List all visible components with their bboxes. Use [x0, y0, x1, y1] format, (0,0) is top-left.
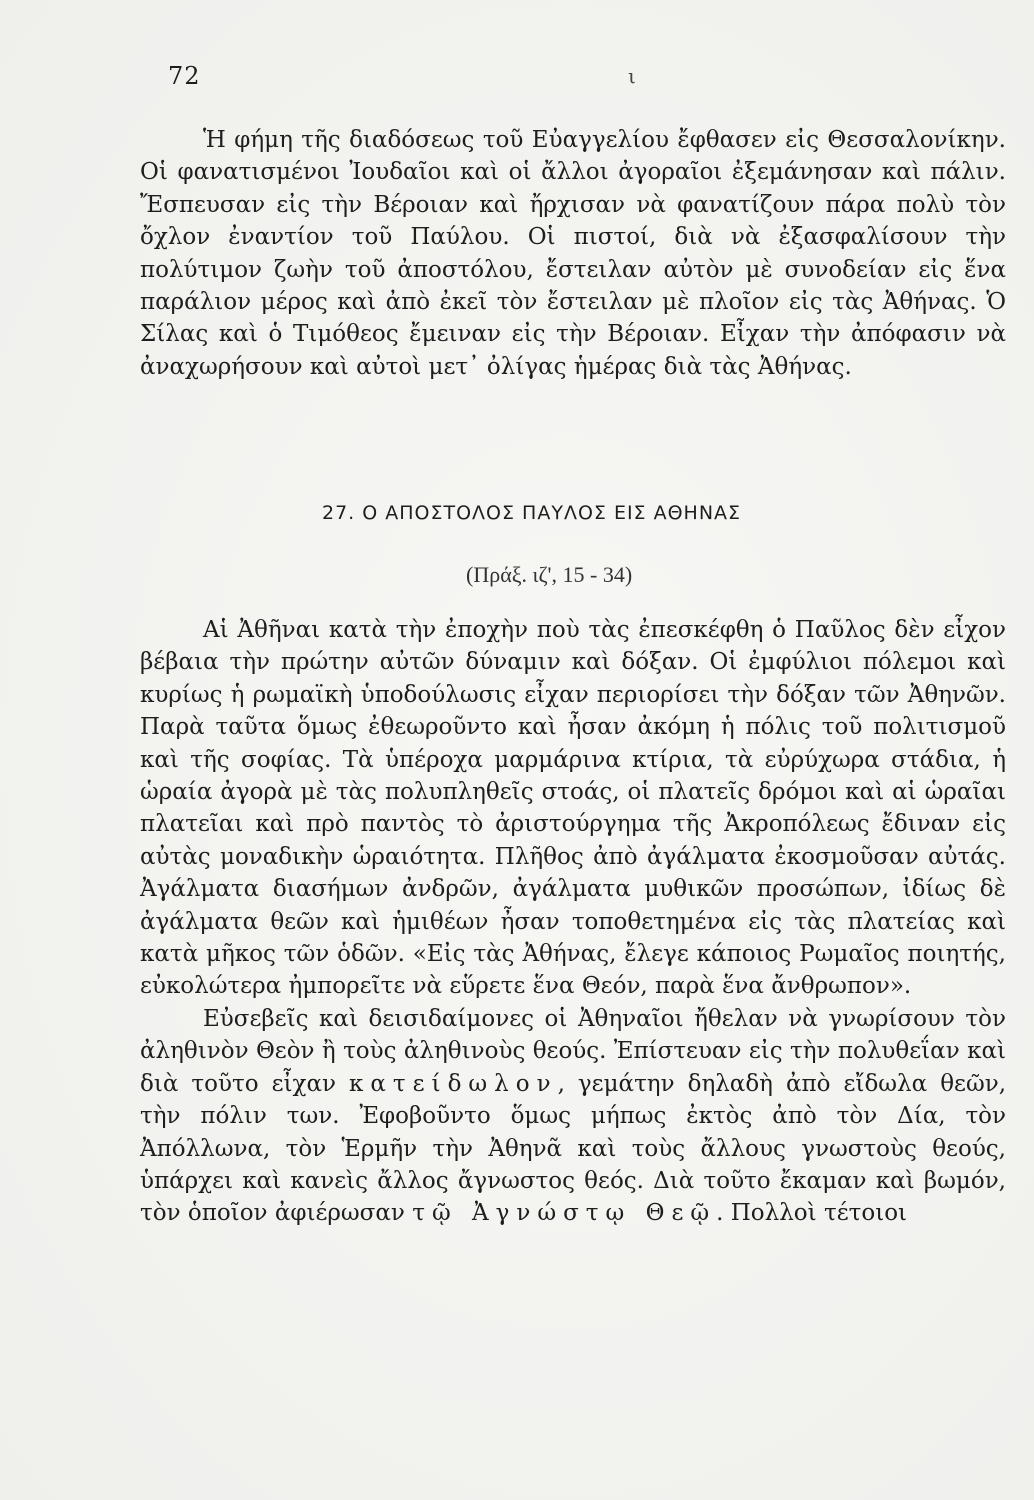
spaced-text: κατείδωλον — [349, 1070, 558, 1097]
intro-text-block — [140, 124, 1006, 383]
scripture-reference: (Πράξ. ιζ', 15 - 34) — [466, 562, 633, 587]
paragraph: Ἡ φήμη τῆς διαδόσεως τοῦ Εὐαγγελίου ἔφθασεν εἰς Θεσσαλονίκην. Οἱ φανατισμένοι Ἰουδαῖοι καὶ οἱ ἄλλοι ἀγοραῖοι ἐξεμάνησαν καὶ πάλιν. Ἔσπευσαν εἰς τὴν Βέροιαν καὶ ἤρχισαν νὰ φανατίζουν πάρα πολὺ τὸν ὄχλον ἐναντίον τοῦ Παύλου. Οἱ πιστοί, διὰ νὰ ἐξασφαλίσουν τὴν πολύτιμον ζωὴν τοῦ ἀποστόλου, ἔστειλαν αὐτὸν μὲ συνοδείαν εἰς ἕνα παράλιον μέρος καὶ ἀπὸ ἐκεῖ τὸν ἔστειλαν μὲ πλοῖον εἰς τὰς Ἀθήνας. Ὁ Σίλας καὶ ὁ Τιμόθεος ἔμειναν εἰς τὴν Βέροιαν. Εἶχαν τὴν ἀπόφασιν νὰ ἀναχωρήσουν καὶ αὐτοὶ μετ᾽ ὀλίγας ἡμέρας διὰ τὰς Ἀθήνας. — [140, 127, 1006, 380]
page-number: 72 — [168, 62, 201, 90]
paragraph — [140, 1003, 1006, 1230]
spaced-text: τῷ Ἀγνώστῳ Θεῷ — [412, 1200, 717, 1227]
text-run: Εὐσεβεῖς καὶ δεισιδαίμονες οἱ Ἀθηναῖοι ἤθελαν νὰ γνωρίσουν τὸν ἀληθινὸν Θεὸν ἢ τοὺς ἀληθινοὺς θεούς. Ἐπίστευαν εἰς τὴν πολυθεΐαν καὶ διὰ τοῦτο εἶχαν — [140, 1005, 1006, 1097]
text-run: . Πολλοὶ τέτοιοι — [716, 1200, 908, 1227]
section-body — [140, 614, 1006, 1230]
section-heading: 27. Ο ΑΠΟΣΤΟΛΟΣ ΠΑΥΛΟΣ ΕΙΣ ΑΘΗΝΑΣ — [322, 502, 742, 524]
text-run: , γεμάτην δηλαδὴ ἀπὸ εἴδωλα θεῶν, τὴν πόλιν των. Ἐφοβοῦντο ὅμως μήπως ἐκτὸς ἀπὸ τὸν Δία, τὸν Ἀπόλλωνα, τὸν Ἑρμῆν τὴν Ἀθηνᾶ καὶ τοὺς ἄλλους γνωστοὺς θεούς, ὑπάρχει καὶ κανεὶς ἄλλος ἄγνωστος θεός. Διὰ τοῦτο ἔκαμαν καὶ βωμόν, τὸν ὁποῖον ἀφιέρωσαν — [140, 1070, 1007, 1227]
paragraph: Αἱ Ἀθῆναι κατὰ τὴν ἐποχὴν ποὺ τὰς ἐπεσκέφθη ὁ Παῦλος δὲν εἶχον βέβαια τὴν πρώτην αὐτῶν δύναμιν καὶ δόξαν. Οἱ ἐμφύλιοι πόλεμοι καὶ κυρίως ἡ ρωμαϊκὴ ὑποδούλωσις εἶχαν περιορίσει τὴν δόξαν τῶν Ἀθηνῶν. Παρὰ ταῦτα ὅμως ἐθεωροῦντο καὶ ἦσαν ἀκόμη ἡ πόλις τοῦ πολιτισμοῦ καὶ τῆς σοφίας. Τὰ ὑπέροχα μαρμάρινα κτίρια, τὰ εὐρύχωρα στάδια, ἡ ὡραία ἀγορὰ μὲ τὰς πολυπληθεῖς στοάς, οἱ πλατεῖς δρόμοι καὶ αἱ ὡραῖαι πλατεῖαι καὶ πρὸ παντὸς τὸ ἀριστούργημα τῆς Ἀκροπόλεως ἔδιναν εἰς αὐτὰς μοναδικὴν ὡραιότητα. Πλῆθος ἀπὸ ἀγάλματα ἐκοσμοῦσαν αὐτάς. Ἀγάλματα διασήμων ἀνδρῶν, ἀγάλματα μυθικῶν προσώπων, ἰδίως δὲ ἀγάλματα θεῶν καὶ ἡμιθέων ἦσαν τοποθετημένα εἰς τὰς πλατείας καὶ κατὰ μῆκος τῶν ὁδῶν. «Εἰς τὰς Ἀθήνας, ἔλεγε κάποιος Ρωμαῖος ποιητής, εὐκολώτερα ἠμπορεῖτε νὰ εὕρετε ἕνα Θεόν, παρὰ ἕνα ἄνθρωπον». — [140, 617, 1006, 1000]
page-mark: ι — [628, 64, 636, 88]
